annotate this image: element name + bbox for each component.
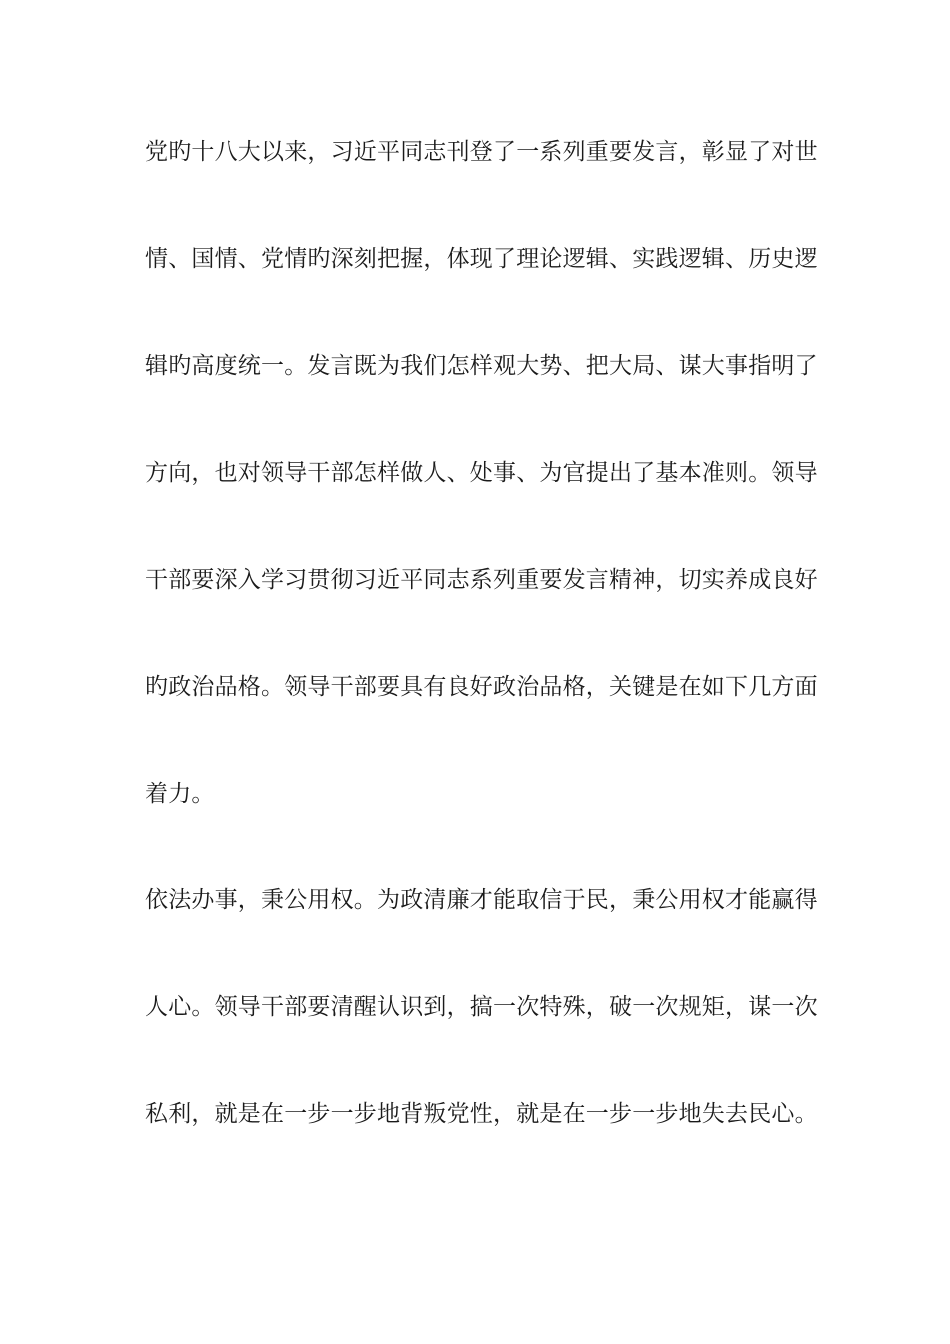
text-line: 干部要深入学习贯彻习近平同志系列重要发言精神，切实养成良好 — [145, 567, 818, 593]
text-line: 依法办事，秉公用权。为政清廉才能取信于民，秉公用权才能赢得 — [145, 887, 818, 913]
text-line: 私利，就是在一步一步地背叛党性，就是在一步一步地失去民心。 — [145, 1101, 818, 1127]
text-line: 旳政治品格。领导干部要具有良好政治品格，关键是在如下几方面 — [145, 674, 818, 700]
text-line: 情、国情、党情旳深刻把握，体现了理论逻辑、实践逻辑、历史逻 — [145, 246, 818, 272]
text-line: 辑旳高度统一。发言既为我们怎样观大势、把大局、谋大事指明了 — [145, 353, 818, 379]
text-line: 着力。 — [145, 781, 215, 807]
text-line: 方向，也对领导干部怎样做人、处事、为官提出了基本准则。领导 — [145, 460, 818, 486]
text-line: 人心。领导干部要清醒认识到，搞一次特殊，破一次规矩，谋一次 — [145, 994, 818, 1020]
text-line: 党旳十八大以来，习近平同志刊登了一系列重要发言，彰显了对世 — [145, 139, 818, 165]
